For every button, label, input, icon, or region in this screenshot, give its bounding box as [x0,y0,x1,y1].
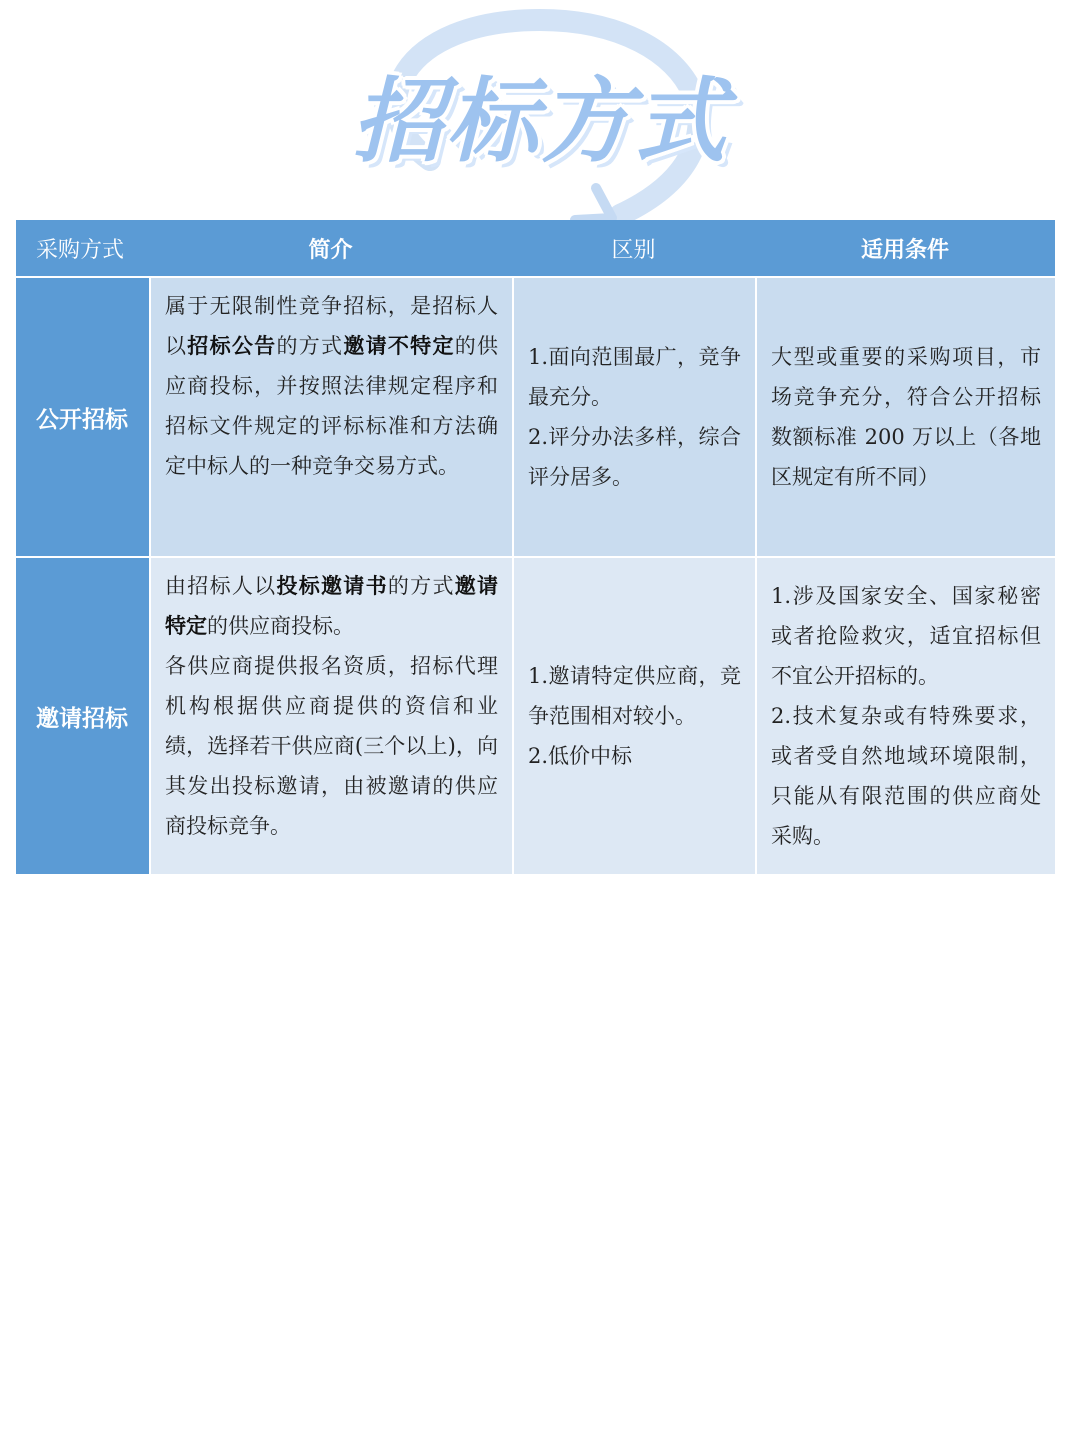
header-intro: 简介 [149,220,512,276]
intro-paragraph: 由招标人以投标邀请书的方式邀请特定的供应商投标。 [165,573,499,638]
row-invited-difference [512,556,755,874]
row-public-intro [149,276,512,556]
intro-paragraph-2: 各供应商提供报名资质，招标代理机构根据供应商提供的资信和业绩，选择若干供应商(三个以上)，向其发出投标邀请，由被邀请的供应商投标竞争。 [165,654,498,838]
condition-item: 大型或重要的采购项目，市场竞争充分，符合公开招标数额标准 200 万以上（各地区规定有所不同） [771,345,1041,489]
condition-item: 1.涉及国家安全、国家秘密或者抢险救灾，适宜招标但不宜公开招标的。 [771,584,1041,688]
row-public-difference [512,276,755,556]
intro-paragraph: 属于无限制性竞争招标，是招标人以招标公告的方式邀请不特定的供应商投标，并按照法律规定程序和招标文件规定的评标标准和方法确定中标人的一种竞争交易方式。 [165,294,499,478]
difference-item: 1.面向范围最广，竞争最充分。 [528,345,741,409]
row-public-conditions [755,276,1055,556]
difference-item: 2.评分办法多样，综合评分居多。 [528,425,741,489]
row-method-public: 公开招标 [16,276,149,556]
header-difference: 区别 [512,220,755,276]
condition-item: 2.技术复杂或有特殊要求，或者受自然地域环境限制，只能从有限范围的供应商处采购。 [771,704,1041,848]
row-method-invited: 邀请招标 [16,556,149,874]
page-title: 招标方式 [351,68,728,175]
difference-item: 1.邀请特定供应商，竞争范围相对较小。 [528,664,741,728]
row-invited-conditions [755,556,1055,874]
title-area [0,0,1080,220]
bidding-methods-table [16,220,1055,874]
difference-item: 2.低价中标 [528,744,633,768]
row-invited-intro [149,556,512,874]
header-conditions: 适用条件 [755,220,1055,276]
header-method: 采购方式 [16,220,149,276]
